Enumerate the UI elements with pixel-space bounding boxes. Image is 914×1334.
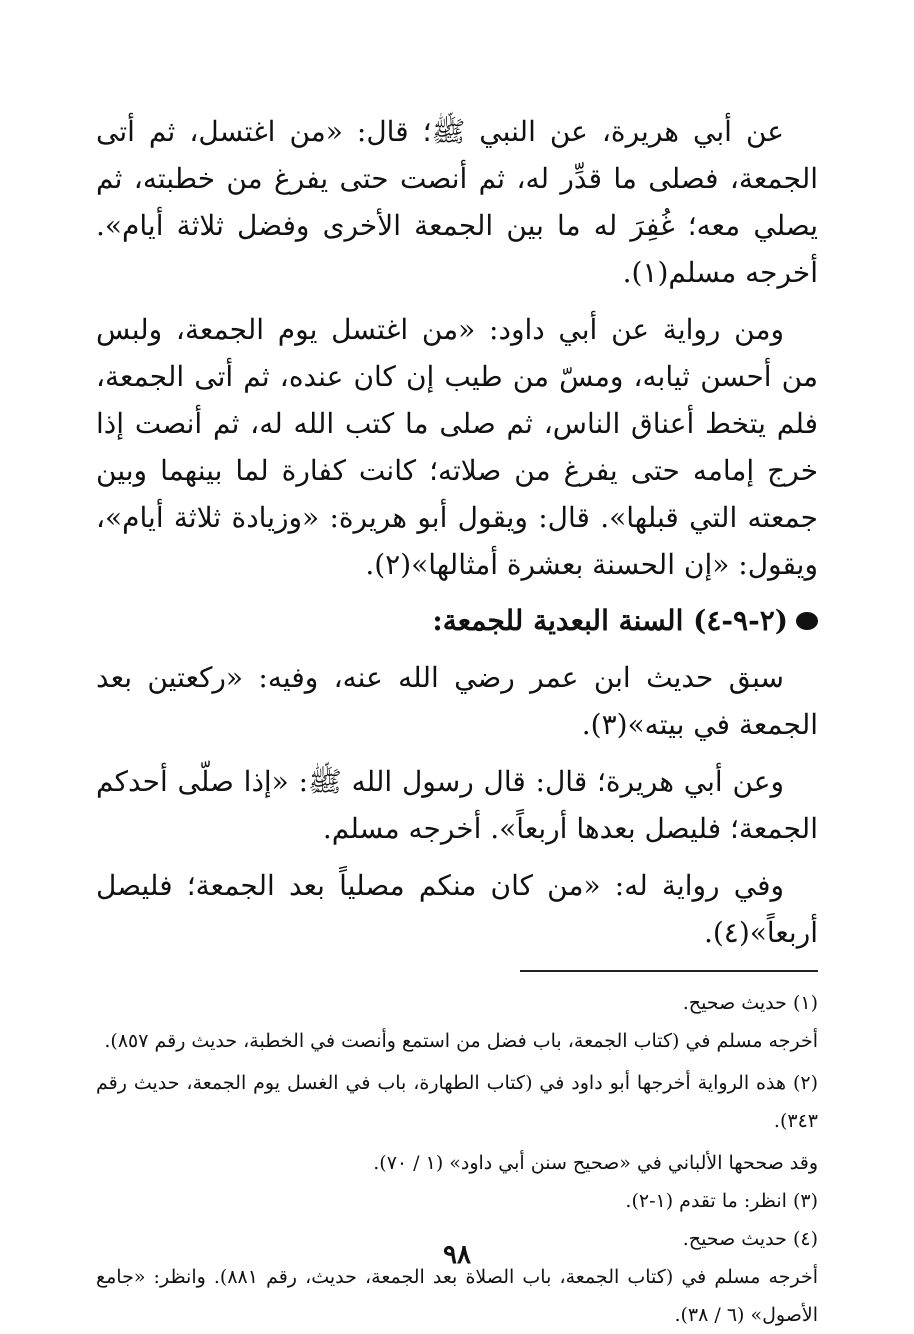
footnote-3: (٣) انظر: ما تقدم (١-٢).: [625, 1190, 818, 1212]
page-content: [96, 108, 818, 1334]
footnote-1-source: أخرجه مسلم في (كتاب الجمعة، باب فضل من استمع وأنصت في الخطبة، حديث رقم ٨٥٧).: [104, 1030, 818, 1052]
section-heading-text: (٢-٩-٤) السنة البعدية للجمعة:: [432, 604, 788, 637]
page-number: ٩٨: [443, 1240, 471, 1270]
footnote-divider: [520, 970, 818, 972]
paragraph-ibn-umar: سبق حديث ابن عمر رضي الله عنه، وفيه: «ركعتين بعد الجمعة في بيته»(٣).: [96, 661, 818, 741]
footnote-2: (٢) هذه الرواية أخرجها أبو داود في (كتاب الطهارة، باب في الغسل يوم الجمعة، حديث رقم ٣٤٣).: [96, 1072, 818, 1132]
paragraph-abu-dawud-narration: ومن رواية عن أبي داود: «من اغتسل يوم الجمعة، ولبس من أحسن ثيابه، ومسّ من طيب إن كان عنده، ثم أتى الجمعة، فلم يتخط أعناق الناس، ثم صلى ما كتب الله له، ثم أنصت إذا خرج إمامه حتى يفرغ من صلاته؛ كانت كفارة لما بينهما وبين جمعته التي قبلها». قال: ويقول أبو هريرة: «وزيادة ثلاثة أيام»، ويقول: «إن الحسنة بعشرة أمثالها»(٢).: [96, 313, 818, 581]
paragraph-muslim-narration: وفي رواية له: «من كان منكم مصلياً بعد الجمعة؛ فليصل أربعاً»(٤).: [96, 869, 818, 949]
paragraph-hadith-abu-huraira: عن أبي هريرة، عن النبي ﷺ؛ قال: «من اغتسل، ثم أتى الجمعة، فصلى ما قدِّر له، ثم أنصت حتى يفرغ من خطبته، ثم يصلي معه؛ غُفِرَ له ما بين الجمعة الأخرى وفضل ثلاثة أيام». أخرجه مسلم(١).: [96, 115, 819, 289]
footnote-1: (١) حديث صحيح.: [682, 992, 818, 1014]
bullet-icon: [796, 612, 818, 630]
footnote-2-authentication: وقد صححها الألباني في «صحيح سنن أبي داود» (١ / ٧٠).: [373, 1152, 818, 1174]
footnote-4: (٤) حديث صحيح.: [682, 1228, 818, 1250]
paragraph-pray-four: وعن أبي هريرة؛ قال: قال رسول الله ﷺ: «إذا صلّى أحدكم الجمعة؛ فليصل بعدها أربعاً». أخرجه مسلم.: [96, 765, 818, 845]
footnote-4-source: أخرجه مسلم في (كتاب الجمعة، باب الصلاة بعد الجمعة، حديث، رقم ٨٨١). وانظر: «جامع الأصول» (٦ / ٣٨).: [96, 1266, 818, 1326]
footnotes: [96, 984, 818, 1334]
section-heading: [96, 598, 818, 644]
